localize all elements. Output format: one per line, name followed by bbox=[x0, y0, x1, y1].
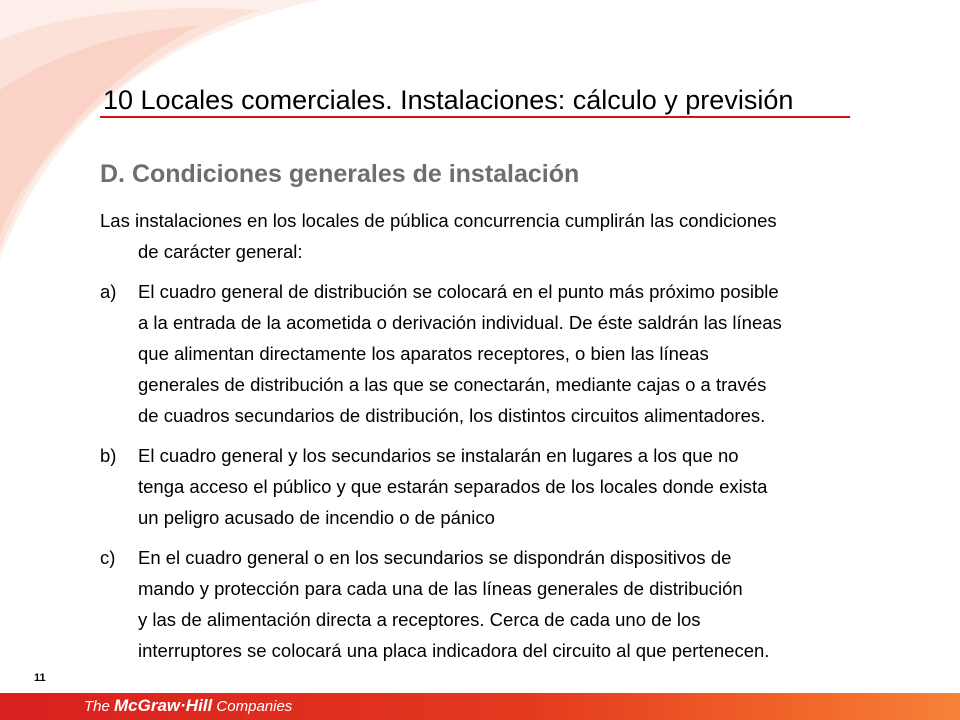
list-marker: c) bbox=[100, 547, 116, 568]
logo-brand: McGraw·Hill bbox=[114, 696, 213, 715]
title-underline bbox=[100, 116, 850, 118]
slide-title: 10 Locales comerciales. Instalaciones: cálculo y previsión bbox=[103, 85, 794, 115]
list-item-line: de cuadros secundarios de distribución, los distintos circuitos alimentadores. bbox=[138, 405, 766, 426]
list-item-line: a la entrada de la acometida o derivación individual. De éste saldrán las líneas bbox=[138, 312, 782, 333]
logo-suffix: Companies bbox=[212, 698, 293, 715]
section-heading: D. Condiciones generales de instalación bbox=[100, 160, 580, 188]
intro-line: de carácter general: bbox=[138, 241, 303, 262]
logo-prefix: The bbox=[84, 698, 115, 715]
list-marker: b) bbox=[100, 445, 117, 466]
list-item-line: un peligro acusado de incendio o de pánico bbox=[138, 507, 495, 528]
list-item-line: mando y protección para cada una de las líneas generales de distribución bbox=[138, 578, 743, 599]
intro-line: Las instalaciones en los locales de pública concurrencia cumplirán las condiciones bbox=[100, 210, 777, 231]
mcgraw-hill-logo bbox=[84, 695, 292, 718]
list-item-a bbox=[100, 276, 900, 431]
list-item-line: tenga acceso el público y que estarán separados de los locales donde exista bbox=[138, 476, 768, 497]
list-item-line: El cuadro general de distribución se colocará en el punto más próximo posible bbox=[138, 281, 779, 302]
list-item-c bbox=[100, 542, 900, 666]
slide-number: 11 bbox=[34, 672, 46, 684]
list-item-line: El cuadro general y los secundarios se instalarán en lugares a los que no bbox=[138, 445, 739, 466]
list-marker: a) bbox=[100, 281, 117, 302]
slide-body bbox=[100, 205, 900, 675]
footer-bar bbox=[0, 693, 960, 720]
intro-paragraph bbox=[100, 205, 900, 267]
list-item-line: generales de distribución a las que se conectarán, mediante cajas o a través bbox=[138, 374, 767, 395]
list-item-line: que alimentan directamente los aparatos receptores, o bien las líneas bbox=[138, 343, 709, 364]
list-item-line: En el cuadro general o en los secundarios se dispondrán dispositivos de bbox=[138, 547, 732, 568]
list-item-b bbox=[100, 440, 900, 533]
list-item-line: y las de alimentación directa a receptores. Cerca de cada uno de los bbox=[138, 609, 701, 630]
list-item-line: interruptores se colocará una placa indicadora del circuito al que pertenecen. bbox=[138, 640, 770, 661]
